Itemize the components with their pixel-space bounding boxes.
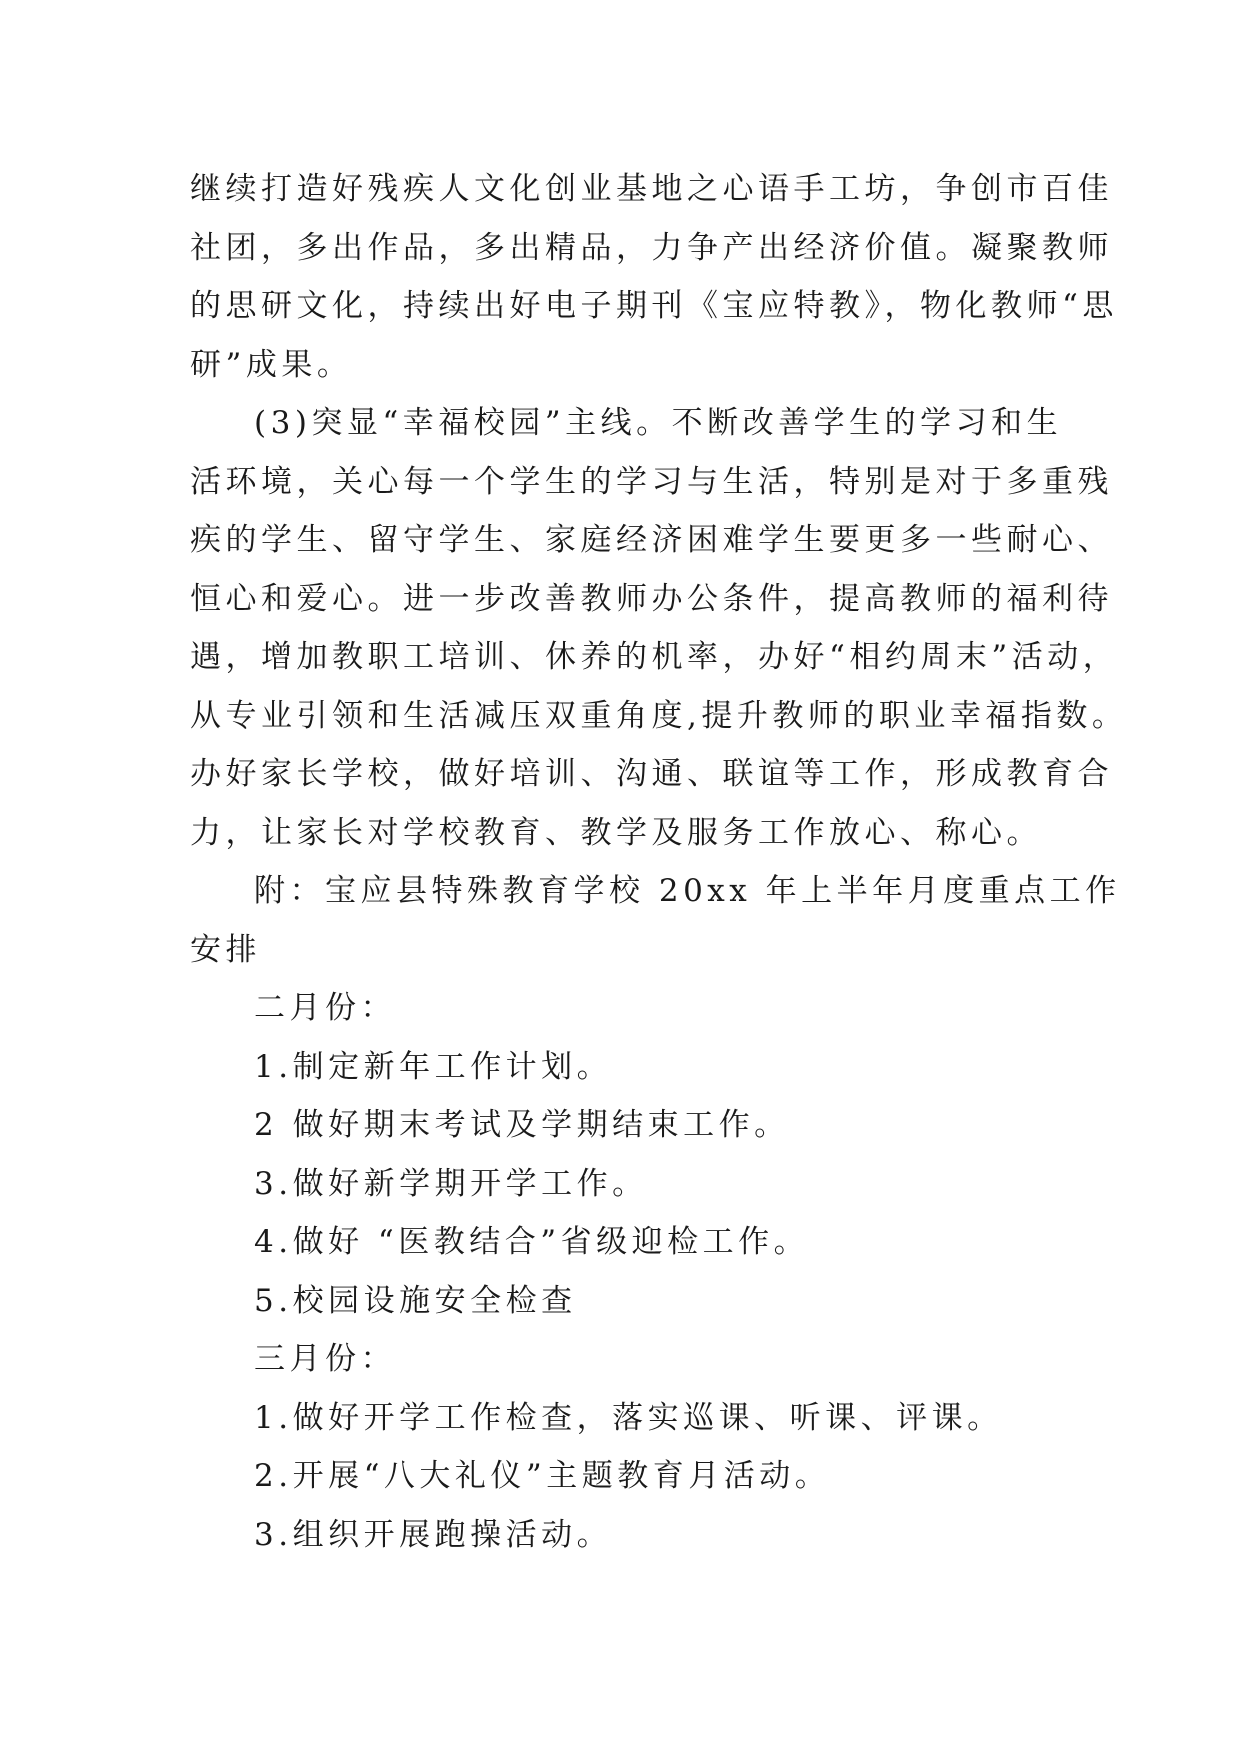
body-line: 遇，增加教职工培训、休养的机率，办好“相约周末”活动，: [190, 639, 1119, 675]
list-item: 4.做好 “医教结合”省级迎检工作。: [254, 1224, 810, 1260]
list-item: 2 做好期末考试及学期结束工作。: [254, 1107, 790, 1143]
body-line: 的思研文化，持续出好电子期刊《宝应特教》，物化教师“思: [190, 288, 1118, 324]
body-line: 从专业引领和生活减压双重角度,提升教师的职业幸福指数。: [190, 697, 1128, 734]
body-line: 疾的学生、留守学生、家庭经济困难学生要更多一些耐心、: [190, 522, 1113, 558]
body-line: 社团，多出作品，多出精品，力争产出经济价值。凝聚教师: [190, 229, 1113, 266]
paragraph-start-line: (3)突显“幸福校园”主线。不断改善学生的学习和生: [254, 405, 1063, 441]
month-heading-march: 三月份：: [254, 1341, 396, 1377]
month-heading-february: 二月份：: [254, 990, 396, 1026]
list-item: 3.做好新学期开学工作。: [254, 1165, 648, 1202]
document-body: [190, 160, 1128, 1564]
body-line: 活环境，关心每一个学生的学习与生活，特别是对于多重残: [190, 463, 1113, 500]
appendix-title-line: 安排: [190, 931, 261, 968]
list-item: 5.校园设施安全检查: [254, 1282, 577, 1319]
list-item: 1.制定新年工作计划。: [254, 1048, 613, 1085]
list-item: 1.做好开学工作检查，落实巡课、听课、评课。: [254, 1399, 1003, 1436]
body-line: 力，让家长对学校教育、教学及服务工作放心、称心。: [190, 814, 1042, 851]
body-line: 办好家长学校，做好培训、沟通、联谊等工作，形成教育合: [190, 756, 1113, 792]
body-line: 继续打造好残疾人文化创业基地之心语手工坊，争创市百佳: [190, 171, 1113, 207]
list-item: 3.组织开展跑操活动。: [254, 1516, 613, 1553]
body-line: 研”成果。: [190, 346, 353, 383]
appendix-title-line: 附：宝应县特殊教育学校 20xx 年上半年月度重点工作: [254, 873, 1121, 909]
body-line: 恒心和爱心。进一步改善教师办公条件，提高教师的福利待: [190, 580, 1113, 617]
list-item: 2.开展“八大礼仪”主题教育月活动。: [254, 1458, 831, 1494]
